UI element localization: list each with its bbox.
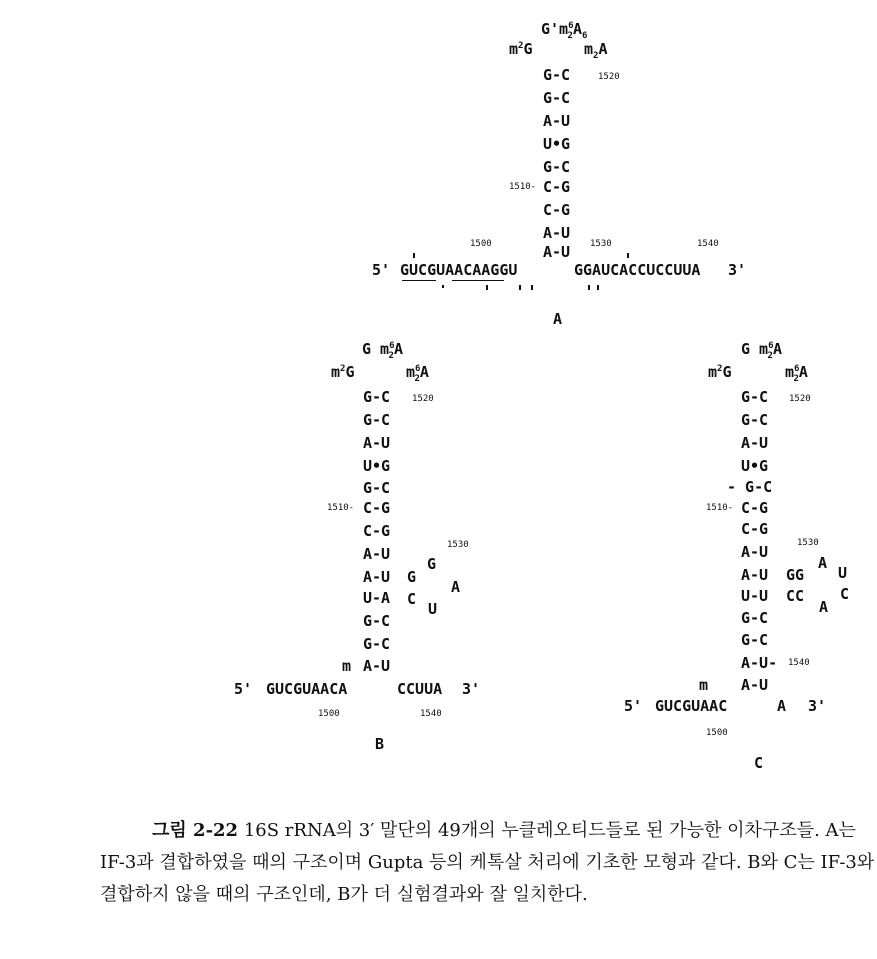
stem-pair: G-C — [543, 66, 571, 84]
loop-base: C — [840, 585, 850, 603]
stem-pair: C-G — [741, 499, 769, 517]
stem-pair: A-U — [741, 434, 769, 452]
stem-pair: U•G — [363, 457, 391, 475]
stem-pair: G-C — [741, 609, 769, 627]
loop-base: G — [427, 555, 437, 573]
stem-pair: A-U — [363, 545, 391, 563]
position-1540: 1540 — [697, 239, 719, 249]
position-1500: 1500 — [318, 709, 340, 719]
diagram-label: C — [754, 754, 764, 772]
stem-pair: C-G — [741, 520, 769, 538]
tick-mark — [597, 285, 599, 290]
loop-top: $G'm^6_2A_6$ — [541, 20, 588, 41]
stem-pair: G-C — [741, 631, 769, 649]
loop-right: $m^6_2A$ — [406, 363, 429, 384]
loop-top: G $m^6_2A$ — [362, 340, 403, 361]
position-1520: 1520 — [598, 72, 620, 82]
loop-left: $m^2G$ — [509, 40, 533, 58]
strand-left: GUCGUAACAAGGU — [400, 261, 518, 279]
stem-pair: A-U — [543, 224, 571, 242]
stem-pair: A-U — [543, 243, 571, 261]
loop-left: $m^2G$ — [331, 363, 355, 381]
position-1540: 1540 — [788, 658, 810, 668]
position-1540: 1540 — [420, 709, 442, 719]
tick-mark — [519, 285, 521, 290]
figure-label: 그림 2-22 — [152, 820, 239, 841]
stem-pair: - G-C — [727, 478, 773, 496]
loop-left: $m^2G$ — [708, 363, 732, 381]
tick-mark — [531, 285, 533, 290]
stem-pair: U•G — [543, 135, 571, 153]
strand-left: GUCGUAAC — [655, 697, 728, 715]
diagram-label: B — [375, 735, 385, 753]
position-1530: 1530 — [590, 239, 612, 249]
loop-right: $m_2A$ — [584, 40, 608, 61]
tick-mark — [588, 285, 590, 290]
strand-5-prime: 5' — [624, 697, 643, 715]
loop-base: A — [451, 578, 461, 596]
position-1510: 1510- — [327, 503, 355, 513]
loop-top: G $m^6_2A$ — [741, 340, 782, 361]
tick-mark — [413, 253, 415, 258]
loop-base: GG — [786, 566, 805, 584]
strand-right: CCUUA — [397, 680, 443, 698]
strand-right: GGAUCACCUCCUUA — [574, 261, 701, 279]
methyl-mark: m — [699, 676, 709, 694]
stem-pair: G-C — [363, 612, 391, 630]
position-1530: 1530 — [447, 540, 469, 550]
tick-mark — [627, 253, 629, 258]
strand-3-prime: 3' — [728, 261, 747, 279]
stem-pair: G-C — [363, 411, 391, 429]
strand-5-prime: 5' — [234, 680, 253, 698]
position-1500: 1500 — [706, 728, 728, 738]
figure-caption — [100, 815, 877, 911]
stem-pair: A-U- — [741, 654, 778, 672]
stem-pair: C-G — [363, 522, 391, 540]
stem-pair: G-C — [543, 158, 571, 176]
stem-pair: U-U — [741, 587, 769, 605]
tick-mark — [442, 285, 444, 288]
loop-base: CC — [786, 587, 805, 605]
stem-pair: G-C — [363, 635, 391, 653]
stem-pair: G-C — [741, 388, 769, 406]
diagram-label: A — [553, 310, 563, 328]
position-1520: 1520 — [789, 394, 811, 404]
strand-3-prime: 3' — [808, 697, 827, 715]
stem-pair: A-U — [363, 568, 391, 586]
stem-pair: C-G — [543, 178, 571, 196]
stem-pair: A-U — [741, 566, 769, 584]
position-1530: 1530 — [797, 538, 819, 548]
strand-right: A — [777, 697, 787, 715]
stem-pair: U•G — [741, 457, 769, 475]
loop-base: U — [838, 564, 848, 582]
caption-text: 16S rRNA의 3′ 말단의 49개의 누클레오티드들로 된 가능한 이차구조들. A는 IF-3과 결합하였을 때의 구조이며 Gupta 등의 케톡살 처리에 기초한 모형과 같다. B와 C는 IF-3와 결합하지 않을 때의 구조인데, B가 더 실험결과와 잘 일치한다. — [100, 820, 875, 905]
strand-3-prime: 3' — [462, 680, 481, 698]
strand-5-prime: 5' — [372, 261, 391, 279]
stem-pair: C-G — [363, 499, 391, 517]
stem-pair: G-C — [363, 388, 391, 406]
stem-pair: U-A — [363, 589, 391, 607]
position-1500: 1500 — [470, 239, 492, 249]
stem-pair: A-U — [741, 676, 769, 694]
stem-pair: A-U — [363, 657, 391, 675]
methyl-mark: m — [342, 657, 352, 675]
underline-mark — [402, 280, 436, 281]
stem-pair: C-G — [543, 201, 571, 219]
stem-pair: A-U — [543, 112, 571, 130]
loop-base: A — [819, 598, 829, 616]
stem-pair: G-C — [543, 89, 571, 107]
underline-mark — [452, 280, 504, 281]
strand-left: GUCGUAACA — [266, 680, 348, 698]
stem-pair: G-C — [741, 411, 769, 429]
loop-base: C — [407, 590, 417, 608]
stem-pair: A-U — [363, 434, 391, 452]
position-1510: 1510- — [509, 182, 537, 192]
position-1510: 1510- — [706, 503, 734, 513]
loop-base: U — [428, 600, 438, 618]
loop-base: G — [407, 568, 417, 586]
stem-pair: G-C — [363, 479, 391, 497]
tick-mark — [486, 285, 488, 290]
position-1520: 1520 — [412, 394, 434, 404]
stem-pair: A-U — [741, 543, 769, 561]
loop-right: $m^6_2A$ — [785, 363, 808, 384]
loop-base: A — [818, 554, 828, 572]
